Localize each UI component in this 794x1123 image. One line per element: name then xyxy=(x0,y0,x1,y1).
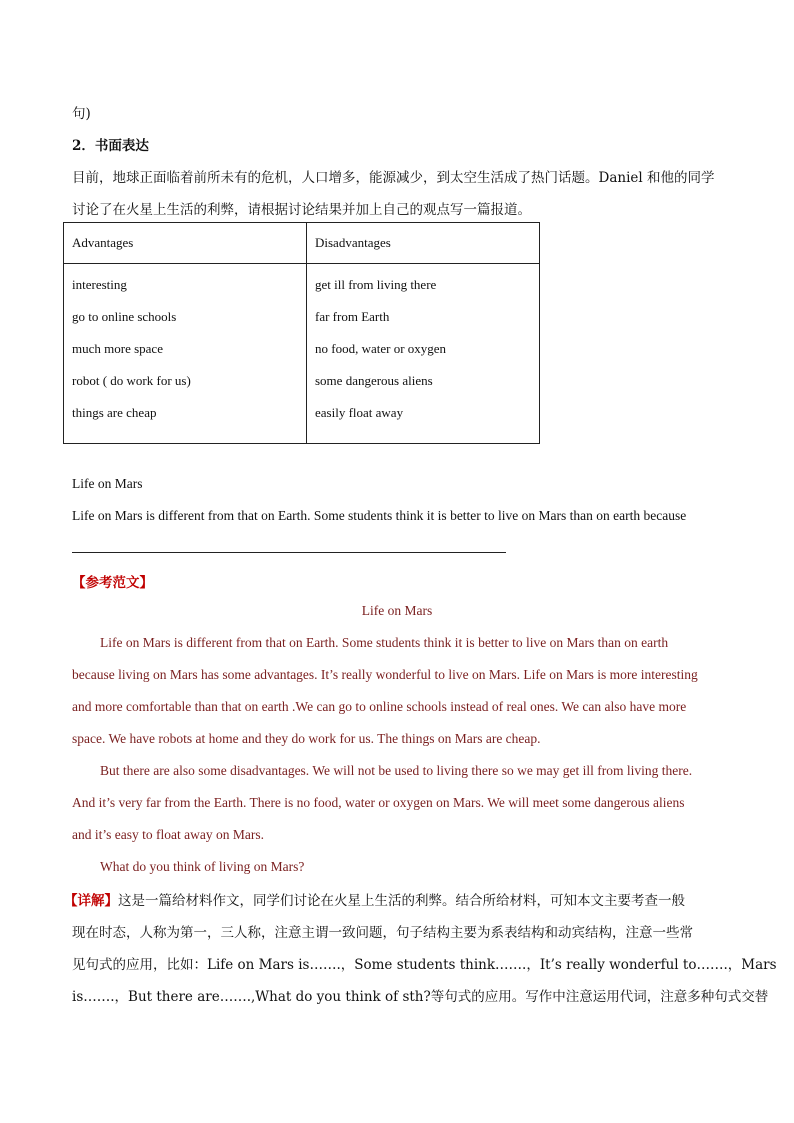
header-disadvantages: Disadvantages xyxy=(307,223,540,264)
reference-label: 【参考范文】 xyxy=(72,575,153,591)
advantage-item: things are cheap xyxy=(72,405,157,420)
detail-line: 现在时态，人称为第一，三人称，注意主谓一致问题，句子结构主要为系表结构和动宾结构，注意一些常 xyxy=(72,925,693,941)
advantage-item: interesting xyxy=(72,277,127,292)
answer-line xyxy=(72,552,506,553)
detail-line: is…….，But there are…….,What do you think of sth?等句式的应用。写作中注意运用代词，注意多种句式交替 xyxy=(72,989,769,1005)
table-body-row xyxy=(64,264,540,444)
header-advantages: Advantages xyxy=(64,223,307,264)
advantage-item: much more space xyxy=(72,341,163,356)
section-number: 2． xyxy=(72,138,95,154)
detail-label: 【详解】 xyxy=(64,893,118,909)
disadvantage-item: easily float away xyxy=(315,405,404,420)
reference-title: Life on Mars xyxy=(361,603,433,618)
reference-line: And it’s very far from the Earth. There is no food, water or oxygen on Mars. We will meet some dangerous aliens xyxy=(72,795,685,810)
reference-line: But there are also some disadvantages. We will not be used to living there so we may get ill from living there. xyxy=(100,763,693,778)
detail-text: 这是一篇给材料作文，同学们讨论在火星上生活的利弊。结合所给材料，可知本文主要考查一般 xyxy=(118,893,685,909)
disadvantages-cell xyxy=(307,264,540,444)
detail-line-1 xyxy=(64,889,685,909)
reference-line: because living on Mars has some advantages. It’s really wonderful to live on Mars. Life on Mars is more interesting xyxy=(72,667,698,682)
disadvantage-item: get ill from living there xyxy=(315,277,437,292)
section-title: 书面表达 xyxy=(94,138,149,154)
pros-cons-table xyxy=(63,222,540,444)
reference-line: and it’s easy to float away on Mars. xyxy=(72,827,264,842)
essay-title: Life on Mars xyxy=(72,476,143,491)
prompt-line-2: 讨论了在火星上生活的利弊，请根据讨论结果并加上自己的观点写一篇报道。 xyxy=(72,202,531,218)
table-header-row xyxy=(64,223,540,264)
advantage-item: go to online schools xyxy=(72,309,177,324)
reference-line: Life on Mars is different from that on Earth. Some students think it is better to live on Mars than on earth xyxy=(100,635,669,650)
prompt-line-1: 目前，地球正面临着前所未有的危机，人口增多，能源减少，到太空生活成了热门话题。Daniel 和他的同学 xyxy=(72,170,715,186)
advantages-cell xyxy=(64,264,307,444)
advantage-item: robot ( do work for us) xyxy=(72,373,191,388)
section-heading xyxy=(72,134,149,154)
detail-line: 见句式的应用，比如：Life on Mars is…….，Some students think…….，It’s really wonderful to…….，Mars xyxy=(72,957,777,973)
disadvantage-item: some dangerous aliens xyxy=(315,373,433,388)
previous-page-fragment: 句) xyxy=(72,106,91,122)
reference-line: What do you think of living on Mars? xyxy=(100,859,305,874)
essay-start: Life on Mars is different from that on Earth. Some students think it is better to live on Mars than on earth because xyxy=(72,508,687,523)
disadvantage-item: far from Earth xyxy=(315,309,390,324)
reference-line: space. We have robots at home and they do work for us. The things on Mars are cheap. xyxy=(72,731,541,746)
disadvantage-item: no food, water or oxygen xyxy=(315,341,447,356)
reference-line: and more comfortable than that on earth .We can go to online schools instead of real ones. We can also have more xyxy=(72,699,687,714)
